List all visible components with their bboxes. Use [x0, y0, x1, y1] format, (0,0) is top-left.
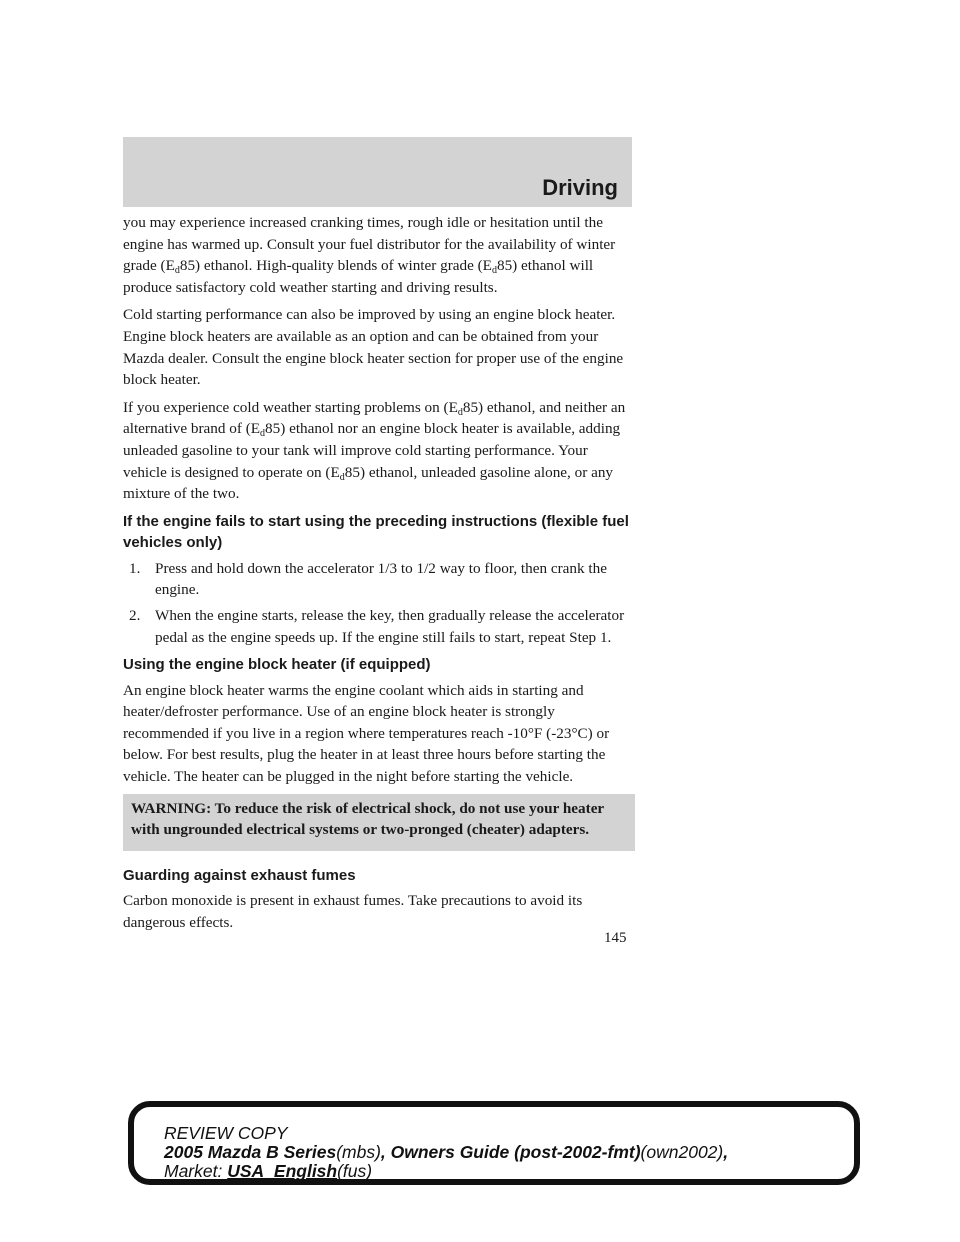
page-number: 145: [604, 930, 627, 946]
heading-block-heater: Using the engine block heater (if equipped): [123, 656, 431, 674]
steps-list: [123, 558, 635, 648]
paragraph-cold-weather: If you experience cold weather starting problems on $(E_d85)$ ethanol, and neither an alternative brand of $(E_d85)$ ethanol nor an engine block heater is available, adding unleaded gasoline to your tank will improve cold starting performance. Your vehicle is designed to operate on $(E_d85)$ ethanol, unleaded gasoline alone, or any mixture of the two.: [123, 398, 626, 503]
review-market-line: Market: USA_English(fus): [164, 1161, 373, 1181]
review-model-line: 2005 Mazda B Series(mbs), Owners Guide (post-2002-fmt)(own2002),: [164, 1142, 729, 1162]
heading-exhaust: Guarding against exhaust fumes: [123, 866, 356, 884]
step-item: 2. When the engine starts, release the key, then gradually release the accelerator pedal as the engine speeds up. If the engine still fails to start, repeat Step 1.: [129, 606, 625, 646]
step-item: 1. Press and hold down the accelerator 1/3 to 1/2 way to floor, then crank the engine.: [129, 559, 607, 599]
review-copy-text: [164, 1124, 728, 1181]
paragraph-block-heater-intro: Cold starting performance can also be improved by using an engine block heater. Engine block heaters are available as an option and can be obtained from your Mazda dealer. Consult the engine block heater section for proper use of the engine block heater.: [123, 306, 624, 389]
section-header-band: [123, 137, 632, 207]
section-title: Driving: [542, 175, 618, 200]
warning-box: WARNING: To reduce the risk of electrical shock, do not use your heater with ungrounded electrical systems or two-pronged (cheater) adapters.: [123, 794, 635, 851]
paragraph-block-heater: An engine block heater warms the engine coolant which aids in starting and heater/defroster performance. Use of an engine block heater is strongly recommended if you live in a region where temperatures reach -10°F (-23°C) or below. For best results, plug the heater in at least three hours before starting the vehicle. The heater can be plugged in the night before starting the vehicle.: [123, 681, 610, 785]
paragraph-exhaust: Carbon monoxide is present in exhaust fumes. Take precautions to avoid its dangerous effects.: [123, 892, 583, 931]
heading-engine-fails: If the engine fails to start using the preceding instructions (flexible fuel vehicles only): [123, 512, 629, 552]
review-copy-label: REVIEW COPY: [164, 1123, 288, 1143]
page-content: [123, 212, 635, 939]
paragraph-winter-grade: you may experience increased cranking times, rough idle or hesitation until the engine has warmed up. Consult your fuel distributor for the availability of winter grade $(E_d85)$ ethanol. High-quality blends of winter grade $(E_d85)$ ethanol will produce satisfactory cold weather starting and driving results.: [123, 214, 616, 296]
